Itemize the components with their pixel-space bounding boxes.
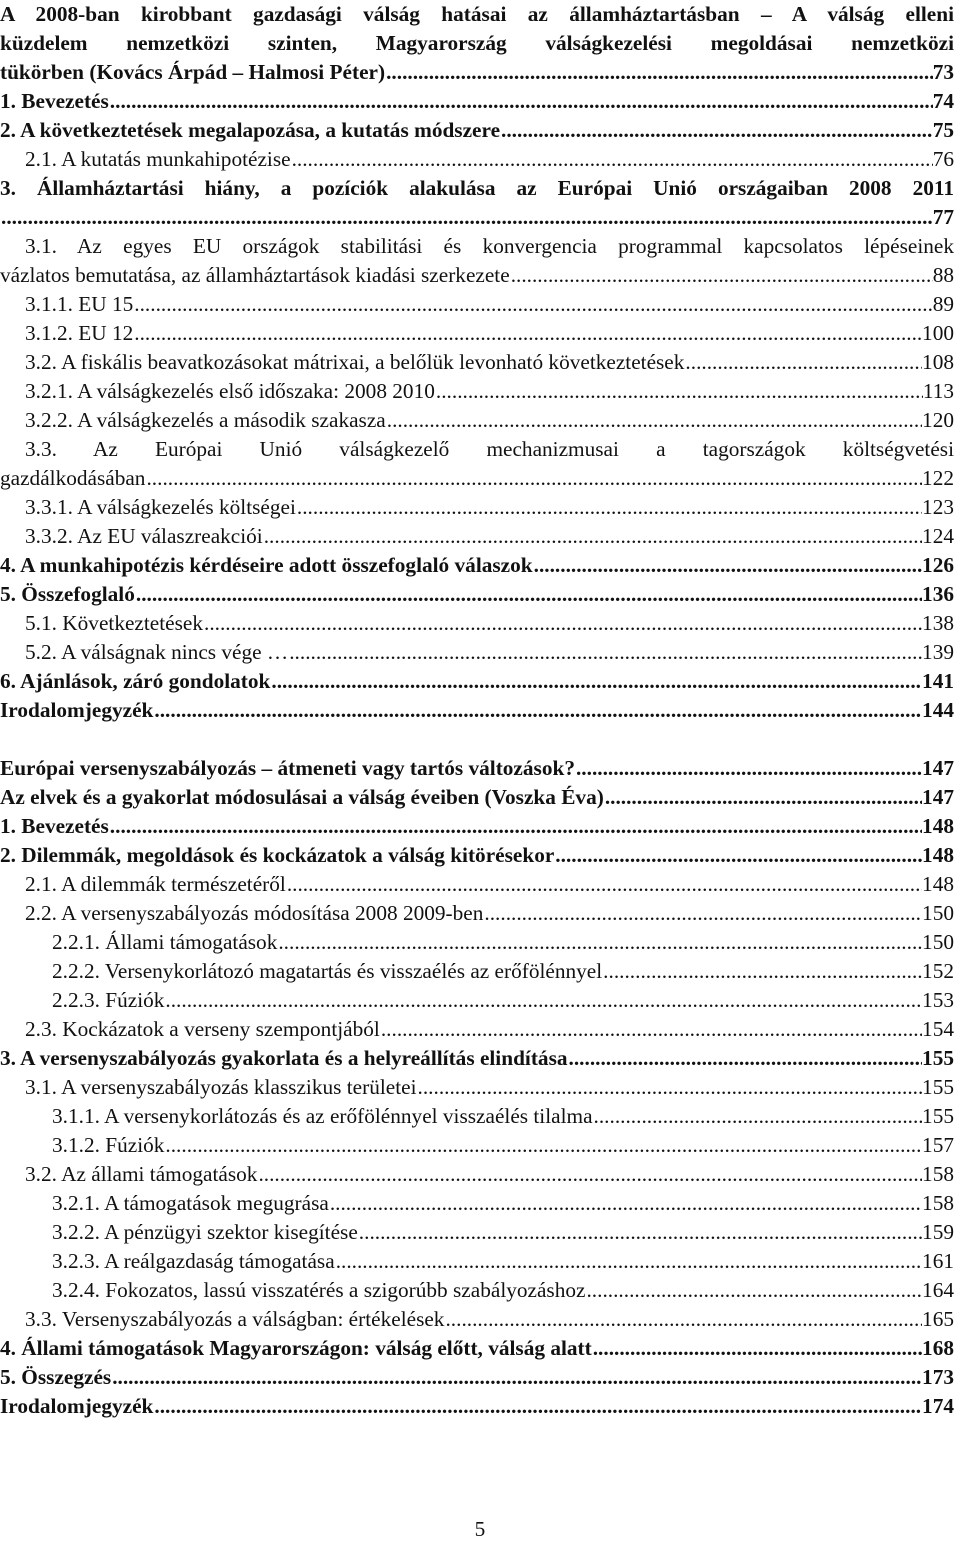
dot-leader [133, 290, 932, 319]
dot-leader [257, 1160, 922, 1189]
toc-entry-title-line: 3. Államháztartási hiány, a pozíciók alakulása az Európai Unió országaiban 2008 2011 [0, 176, 954, 200]
dot-leader [568, 1044, 923, 1073]
toc-entry-title-line: 3.1. Az egyes EU országok stabilitási és konvergencia programmal kapcsolatos lépéseinek [25, 234, 954, 258]
toc-entry-title: 3.3. Versenyszabályozás a válságban: értékelések [25, 1307, 445, 1331]
dot-leader [286, 870, 922, 899]
toc-entry-page: 165 [922, 1307, 954, 1331]
dot-leader [593, 1102, 923, 1131]
dot-leader [296, 493, 922, 522]
toc-entry-page: 126 [922, 553, 954, 577]
dot-leader [135, 580, 922, 609]
toc-entry-page: 152 [922, 959, 954, 983]
toc-entry-title: 2. Dilemmák, megoldások és kockázatok a válság kitörésekor [0, 843, 555, 867]
toc-entry[interactable] [0, 0, 954, 87]
toc-entry-page: 155 [922, 1075, 954, 1099]
toc-entry[interactable] [0, 696, 954, 725]
toc-entry-title: 3.2.3. A reálgazdaság támogatása [52, 1249, 335, 1273]
toc-entry[interactable] [0, 1218, 954, 1247]
toc-entry-title: 2.1. A dilemmák természetéről [25, 872, 286, 896]
toc-entry-title: 3.2. Az állami támogatások [25, 1162, 258, 1186]
toc-entry-title: 3.2.4. Fokozatos, lassú visszatérés a szigorúbb szabályozáshoz [52, 1278, 586, 1302]
dot-leader [386, 406, 922, 435]
toc-entry[interactable] [0, 1276, 954, 1305]
toc-entry-title: 1. Bevezetés [0, 89, 109, 113]
toc-entry-title: vázlatos bemutatása, az államháztartások kiadási szerkezete [0, 263, 510, 287]
toc-entry[interactable] [0, 435, 954, 493]
toc-entry[interactable] [0, 609, 954, 638]
toc-entry[interactable] [0, 406, 954, 435]
toc-entry-page: 74 [932, 89, 954, 113]
toc-entry-page: 123 [922, 495, 954, 519]
page-number: 5 [474, 1517, 486, 1541]
toc-entry[interactable] [0, 377, 954, 406]
toc-entry-title: 3.1. A versenyszabályozás klasszikus területei [25, 1075, 417, 1099]
toc-entry-title: 2.2.2. Versenykorlátozó magatartás és visszaélés az erőfölénnyel [52, 959, 603, 983]
toc-entry-page: 75 [932, 118, 954, 142]
dot-leader [380, 1015, 922, 1044]
dot-leader [145, 464, 922, 493]
dot-leader [153, 696, 922, 725]
toc-entry-title: 3.3.2. Az EU válaszreakciói [25, 524, 263, 548]
toc-entry-title: 3.2.1. A támogatások megugrása [52, 1191, 329, 1215]
dot-leader [417, 1073, 923, 1102]
toc-entry-page: 158 [922, 1162, 954, 1186]
toc-entry-page: 122 [922, 466, 954, 490]
toc-entry-title: 6. Ajánlások, záró gondolatok [0, 669, 271, 693]
dot-leader [277, 928, 922, 957]
toc-entry-page: 124 [922, 524, 954, 548]
toc-entry-title: 3.1.2. EU 12 [25, 321, 134, 345]
toc-entry-title: 3.2.2. A válságkezelés a második szakasza [25, 408, 386, 432]
toc-entry-title: 2.2. A versenyszabályozás módosítása 2008 2009-ben [25, 901, 484, 925]
toc-entry-page: 100 [922, 321, 954, 345]
toc-entry-title: 3.3.1. A válságkezelés költségei [25, 495, 296, 519]
dot-leader [263, 522, 922, 551]
toc-entry-title: 3.1.1. EU 15 [25, 292, 134, 316]
dot-leader [270, 667, 922, 696]
toc-entry[interactable] [0, 1305, 954, 1334]
toc-entry-title: Európai versenyszabályozás – átmeneti vagy tartós változások? [0, 756, 575, 780]
toc-entry-page: 153 [922, 988, 954, 1012]
toc-entry-page: 113 [922, 379, 954, 403]
toc-entry-page: 161 [922, 1249, 954, 1273]
dot-leader [335, 1247, 922, 1276]
toc-entry-page: 148 [922, 843, 954, 867]
toc-entry[interactable] [0, 522, 954, 551]
toc-entry[interactable] [0, 87, 954, 116]
dot-leader [500, 116, 933, 145]
toc-entry-page: 154 [922, 1017, 954, 1041]
toc-entry[interactable] [0, 638, 954, 667]
toc-entry[interactable] [0, 116, 954, 145]
toc-entry[interactable] [0, 551, 954, 580]
toc-entry-title: 3.2. A fiskális beavatkozásokat mátrixai, a belőlük levonható következtetések [25, 350, 685, 374]
toc-entry-page: 150 [922, 930, 954, 954]
dot-leader [164, 986, 922, 1015]
toc-entry[interactable] [0, 986, 954, 1015]
toc-entry[interactable] [0, 1044, 954, 1073]
dot-leader [554, 841, 922, 870]
toc-entry-title: 3.2.1. A válságkezelés első időszaka: 2008 2010 [25, 379, 435, 403]
dot-leader [0, 203, 933, 232]
toc-entry-title: Az elvek és a gyakorlat módosulásai a válság éveiben (Voszka Éva) [0, 785, 604, 809]
toc-entry-title: 3.1.1. A versenykorlátozás és az erőfölénnyel visszaélés tilalma [52, 1104, 593, 1128]
toc-entry-page: 148 [922, 814, 954, 838]
toc-entry[interactable] [0, 783, 954, 812]
dot-leader [111, 1363, 922, 1392]
toc-entry[interactable] [0, 1102, 954, 1131]
toc-entry-title: tükörben (Kovács Árpád – Halmosi Péter) [0, 60, 386, 84]
toc-entry-page: 76 [932, 147, 954, 171]
dot-leader [533, 551, 922, 580]
toc-entry-page: 139 [922, 640, 954, 664]
toc-entry-title: 5. Összegzés [0, 1365, 112, 1389]
toc-entry-page: 174 [922, 1394, 954, 1418]
dot-leader [153, 1392, 922, 1421]
toc-entry-page: 108 [922, 350, 954, 374]
toc-entry[interactable] [0, 580, 954, 609]
toc-entry[interactable] [0, 1392, 954, 1421]
toc-entry-title: 2. A következtetések megalapozása, a kutatás módszere [0, 118, 501, 142]
dot-leader [164, 1131, 922, 1160]
toc-entry-title: 3. A versenyszabályozás gyakorlata és a helyreállítás elindítása [0, 1046, 568, 1070]
toc-entry-page: 158 [922, 1191, 954, 1215]
toc-entry-title: 5.1. Következtetések [25, 611, 203, 635]
dot-leader [385, 58, 933, 87]
toc-entry-page: 73 [932, 60, 954, 84]
toc-entry-title: 1. Bevezetés [0, 814, 109, 838]
toc-entry-title: gazdálkodásában [0, 466, 146, 490]
toc-entry-page: 155 [922, 1046, 954, 1070]
toc-entry-page: 168 [922, 1336, 954, 1360]
dot-leader [444, 1305, 922, 1334]
toc-entry[interactable] [0, 1363, 954, 1392]
dot-leader [592, 1334, 922, 1363]
toc-entry[interactable] [0, 812, 954, 841]
toc-entry[interactable] [0, 174, 954, 232]
toc-entry-title-line: küzdelem nemzetközi szinten, Magyarország válságkezelési megoldásai nemzetközi [0, 31, 954, 55]
toc-entry-title-line: A 2008-ban kirobbant gazdasági válság hatásai az államháztartásban – A válság elleni [0, 2, 954, 26]
toc-entry-title: Irodalomjegyzék [0, 1394, 154, 1418]
toc-entry-title: 5. Összefoglaló [0, 582, 135, 606]
toc-entry-page: 141 [922, 669, 954, 693]
toc-entry[interactable] [0, 1131, 954, 1160]
toc-entry[interactable] [0, 290, 954, 319]
toc-entry[interactable] [0, 145, 954, 174]
toc-entry-title: 3.1.2. Fúziók [52, 1133, 165, 1157]
toc-entry-page: 88 [932, 263, 954, 287]
toc-entry-title: 2.2.3. Fúziók [52, 988, 165, 1012]
dot-leader [575, 754, 922, 783]
toc-entry-page: 157 [922, 1133, 954, 1157]
dot-leader [602, 957, 922, 986]
toc-entry[interactable] [0, 1334, 954, 1363]
toc-entry-page: 136 [922, 582, 954, 606]
toc-entry-page: 148 [922, 872, 954, 896]
toc-entry-title: 4. Állami támogatások Magyarországon: válság előtt, válság alatt [0, 1336, 592, 1360]
toc-entry[interactable] [0, 493, 954, 522]
toc-entry[interactable] [0, 1015, 954, 1044]
toc-entry-page: 173 [922, 1365, 954, 1389]
toc-entry[interactable] [0, 232, 954, 290]
dot-leader [510, 261, 933, 290]
dot-leader [585, 1276, 922, 1305]
toc-entry[interactable] [0, 841, 954, 870]
dot-leader [604, 783, 922, 812]
toc-entry-page: 147 [922, 756, 954, 780]
toc-entry-page: 155 [922, 1104, 954, 1128]
toc-entry-page: 147 [922, 785, 954, 809]
toc-entry[interactable] [0, 899, 954, 928]
dot-leader [288, 638, 922, 667]
toc-entry-title: 2.2.1. Állami támogatások [52, 930, 278, 954]
toc-entry-page: 150 [922, 901, 954, 925]
toc-entry[interactable] [0, 1160, 954, 1189]
dot-leader [435, 377, 923, 406]
toc-entry-page: 164 [922, 1278, 954, 1302]
toc-entry[interactable] [0, 957, 954, 986]
toc-entry[interactable] [0, 1189, 954, 1218]
dot-leader [109, 87, 933, 116]
toc-entry[interactable] [0, 1073, 954, 1102]
toc-entry-title-line: 3.3. Az Európai Unió válságkezelő mechanizmusai a tagországok költségvetési [25, 437, 954, 461]
toc-entry-title: 5.2. A válságnak nincs vége … [25, 640, 289, 664]
toc-entry-title: 2.3. Kockázatok a verseny szempontjából [25, 1017, 380, 1041]
dot-leader [133, 319, 922, 348]
toc-entry-title: 2.1. A kutatás munkahipotézise [25, 147, 291, 171]
dot-leader [109, 812, 922, 841]
toc-entry[interactable] [0, 667, 954, 696]
toc-entry-page: 89 [932, 292, 954, 316]
toc-entry-title: 3.2.2. A pénzügyi szektor kisegítése [52, 1220, 358, 1244]
toc-entry[interactable] [0, 870, 954, 899]
dot-leader [203, 609, 922, 638]
dot-leader [291, 145, 933, 174]
toc-entry-page: 144 [922, 698, 954, 722]
dot-leader [684, 348, 922, 377]
dot-leader [358, 1218, 922, 1247]
toc-entry[interactable] [0, 319, 954, 348]
toc-entry-page: 159 [922, 1220, 954, 1244]
toc-entry[interactable] [0, 1247, 954, 1276]
toc-entry-page: 120 [922, 408, 954, 432]
toc-entry[interactable] [0, 754, 954, 783]
toc-entry-page: 138 [922, 611, 954, 635]
dot-leader [329, 1189, 922, 1218]
toc-entry[interactable] [0, 928, 954, 957]
toc-entry[interactable] [0, 348, 954, 377]
dot-leader [483, 899, 922, 928]
toc-entry-title: Irodalomjegyzék [0, 698, 154, 722]
toc-entry-title: 4. A munkahipotézis kérdéseire adott összefoglaló válaszok [0, 553, 533, 577]
toc-entry-page: 77 [932, 205, 954, 229]
